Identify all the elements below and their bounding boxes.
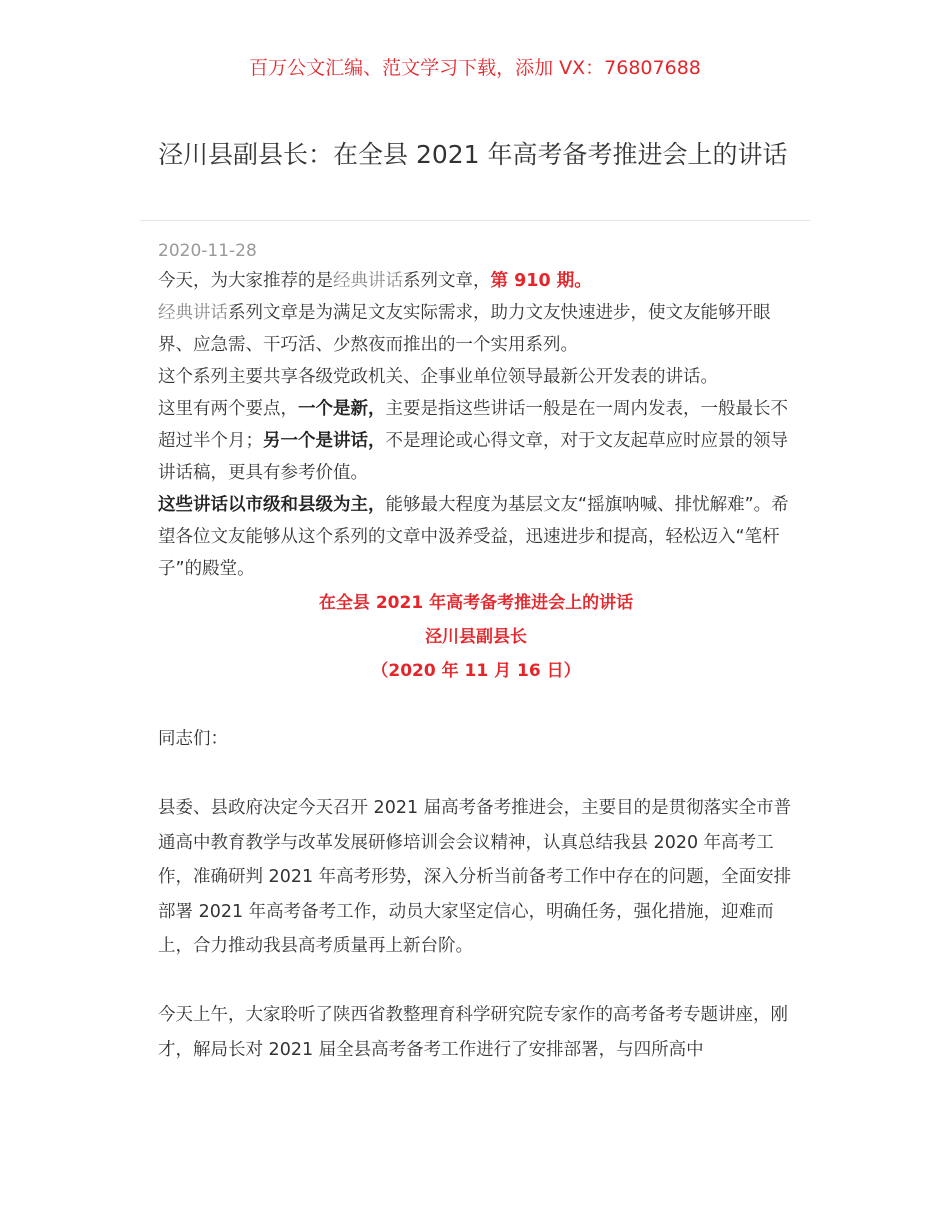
issue-number: 第 910 期。 [490,271,592,291]
intro-line-1 [158,265,794,297]
series-name: 经典讲话 [333,271,403,291]
key-points-lead: 这里有两个要点， [158,399,298,419]
point-new-desc: 主要是指这些讲话一般是在一周内发表，一般最长不超过半个月； [158,399,788,451]
intro-prefix: 今天，为大家推荐的是 [158,271,333,291]
intro-line-5 [158,489,794,585]
speech-paragraph-1: 县委、县政府决定今天召开 2021 届高考备考推进会，主要目的是贯彻落实全市普通高中教育教学与改革发展研修培训会会议精神，认真总结我县 2020 年高考工作，准确研判 2021 年高考形势，深入分析当前备考工作中存在的问题，全面安排部署 2021 年高考备考工作，动员大家坚定信心，明确任务，强化措施，迎难而上，合力推动我县高考质量再上新台阶。 [158,798,792,956]
intro-section [158,265,794,585]
focus-statement: 这些讲话以市级和县级为主， [158,495,386,515]
point-speech: 另一个是讲话， [263,431,386,451]
series-name-2: 经典讲话 [158,303,228,323]
speech-speaker: 泾川县副县长 [425,627,527,647]
intro-mid: 系列文章， [403,271,491,291]
salutation: 同志们： [158,729,228,749]
intro-line-3: 这个系列主要共享各级党政机关、企事业单位领导最新公开发表的讲话。 [158,367,718,387]
intro-line-2-text: 系列文章是为满足文友实际需求，助力文友快速进步，使文友能够开眼界、应急需、干巧活、少熬夜而推出的一个实用系列。 [158,303,771,355]
speech-header [158,586,794,688]
point-new: 一个是新， [298,399,386,419]
intro-line-2 [158,297,794,361]
speech-heading: 在全县 2021 年高考备考推进会上的讲话 [318,593,634,613]
publish-date: 2020-11-28 [158,241,257,261]
promo-banner: 百万公文汇编、范文学习下载，添加 VX：76807688 [249,57,701,79]
speech-date: （2020 年 11 月 16 日） [371,661,581,681]
intro-line-4 [158,393,794,489]
focus-desc: 能够最大程度为基层文友“摇旗呐喊、排忧解难”。希望各位文友能够从这个系列的文章中汲养受益，迅速进步和提高，轻松迈入“笔杆子”的殿堂。 [158,495,789,579]
title-divider [140,220,810,221]
point-speech-desc: 不是理论或心得文章，对于文友起草应时应景的领导讲话稿，更具有参考价值。 [158,431,788,483]
speech-paragraph-2: 今天上午，大家聆听了陕西省教整理育科学研究院专家作的高考备考专题讲座，刚才，解局长对 2021 届全县高考备考工作进行了安排部署，与四所高中 [158,1005,788,1060]
article-title: 泾川县副县长：在全县 2021 年高考备考推进会上的讲话 [158,140,788,169]
